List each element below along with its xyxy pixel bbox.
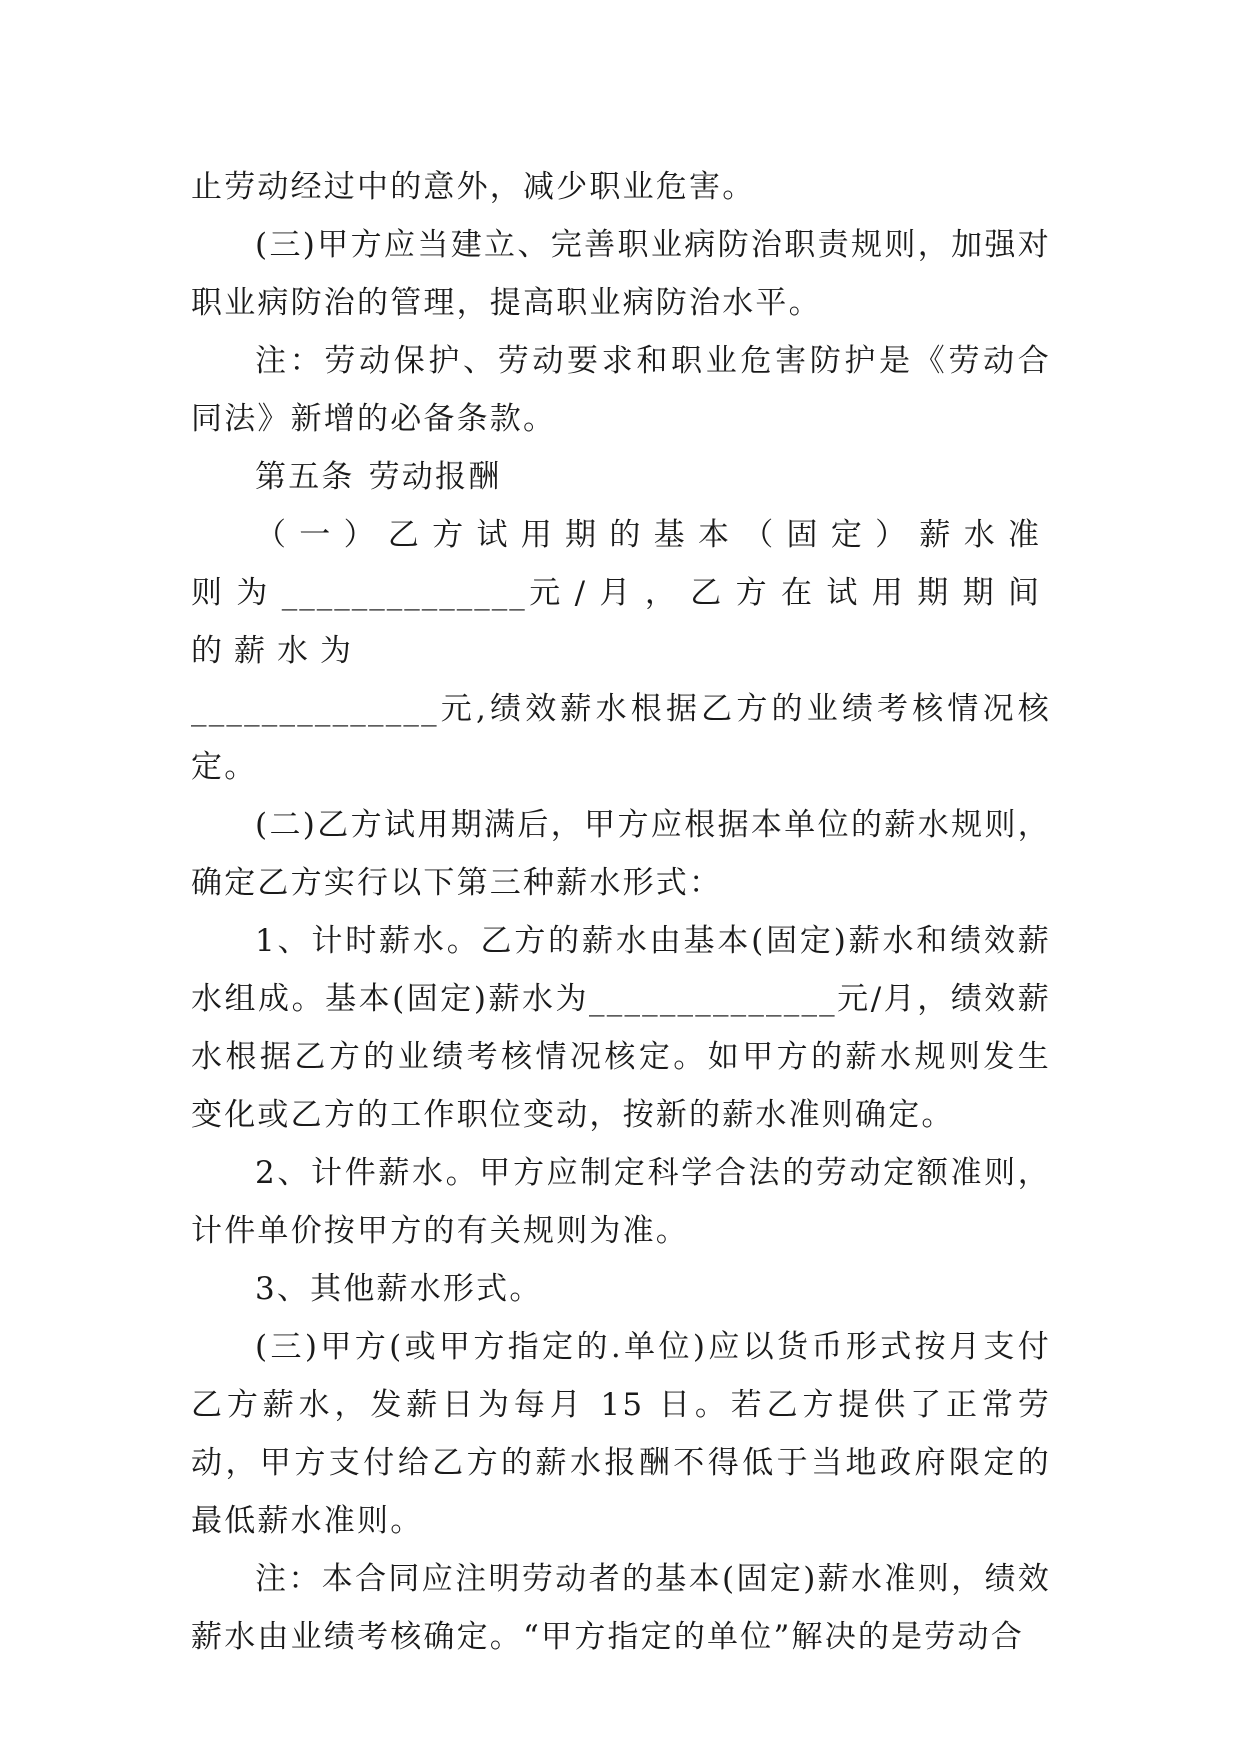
paragraph-note-salary: 注：本合同应注明劳动者的基本(固定)薪水准则，绩效薪水由业绩考核确定。“甲方指定的单位”解决的是劳动合 [191,1561,1051,1655]
paragraph-probation-salary-cont [191,680,1051,796]
document-body [191,158,1051,1666]
paragraph-other-salary: 3、其他薪水形式。 [255,1271,543,1307]
article-number: 第五条 [255,459,355,495]
blank-line-probation: ______________ [191,691,439,727]
probation-salary-line1: （一）乙方试用期的基本（固定）薪水准则为 [191,517,1051,611]
paragraph-note-labor-protection: 注：劳动保护、劳动要求和职业危害防护是《劳动合同法》新增的必备条款。 [191,343,1051,437]
time-salary-text2: 元/月，绩效薪水根据乙方的业绩考核情况核定。如甲方的薪水规则发生变化或乙方的工作职位变动，按新的薪水准则确定。 [191,981,1051,1133]
section-heading-article-5 [191,448,1051,506]
paragraph-time-based-salary [191,912,1051,1144]
paragraph-payment-terms: (三)甲方(或甲方指定的.单位)应以货币形式按月支付乙方薪水，发薪日为每月 15 日。若乙方提供了正常劳动，甲方支付给乙方的薪水报酬不得低于当地政府限定的最低薪水准则。 [191,1329,1051,1539]
paragraph-probation-salary [191,506,1051,680]
paragraph-piece-rate-salary: 2、计件薪水。甲方应制定科学合法的劳动定额准则，计件单价按甲方的有关规则为准。 [191,1155,1051,1249]
blank-line-base-salary: ______________ [589,981,837,1017]
probation-salary-line2: 元/月，乙方在试用期期间的薪水为 [191,575,1051,669]
paragraph-occupational-disease: (三)甲方应当建立、完善职业病防治职责规则，加强对职业病防治的管理，提高职业病防治水平。 [191,227,1051,321]
blank-line-monthly: ______________ [281,575,527,611]
time-salary-text1: 1、计时薪水。乙方的薪水由基本(固定)薪水和绩效薪水组成。基本(固定)薪水为 [191,923,1051,1017]
probation-salary-line3: 元,绩效薪水根据乙方的业绩考核情况核定。 [191,691,1051,785]
article-title: 劳动报酬 [368,459,502,495]
paragraph-continuation: 止劳动经过中的意外，减少职业危害。 [191,169,756,205]
paragraph-salary-form: (二)乙方试用期满后，甲方应根据本单位的薪水规则，确定乙方实行以下第三种薪水形式： [191,807,1051,901]
